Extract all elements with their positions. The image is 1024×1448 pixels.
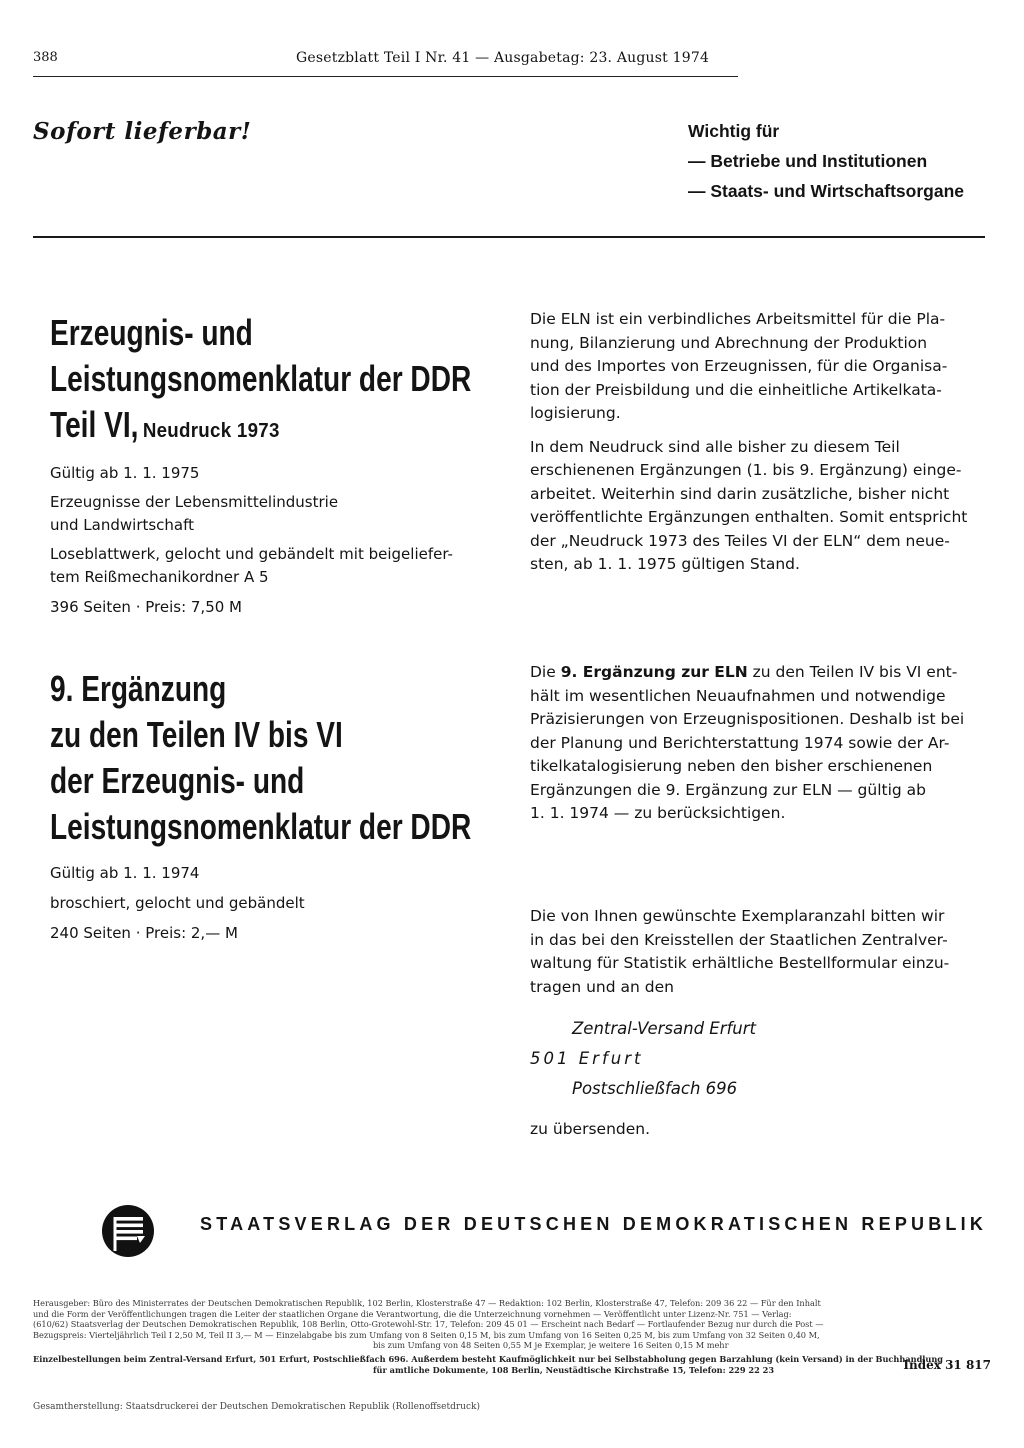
- text-line: tragen und an den: [530, 977, 674, 996]
- publisher-logo-icon: [100, 1203, 156, 1259]
- text-line: In dem Neudruck sind alle bisher zu diesem Teil: [530, 437, 900, 456]
- text-line: und des Importes von Erzeugnissen, für die Organisa-: [530, 357, 948, 375]
- target-heading: Wichtig für: [688, 121, 780, 141]
- text-line: tion der Preisbildung und die einheitliche Artikelkata-: [530, 380, 942, 399]
- format-line: tem Reißmechanikordner A 5: [50, 568, 269, 586]
- print-credit: Gesamtherstellung: Staatsdruckerei der Deutschen Demokratischen Republik (Rollenoffsetdruck): [33, 1402, 480, 1412]
- page-number: 388: [33, 50, 58, 65]
- publication2-description: [530, 661, 985, 826]
- text-line: hält im wesentlichen Neuaufnahmen und notwendige: [530, 686, 946, 705]
- publication1-subject: [50, 491, 500, 537]
- text-line: waltung für Statistik erhältliche Bestellformular einzu-: [530, 954, 950, 972]
- tagline: Sofort lieferbar!: [33, 118, 252, 145]
- publication1-validity: Gültig ab 1. 1. 1975: [50, 464, 200, 482]
- text-line: erschienenen Ergänzungen (1. bis 9. Ergänzung) einge-: [530, 461, 962, 479]
- section-rule: [33, 236, 985, 238]
- text-run: Die: [530, 663, 561, 681]
- text-line: der „Neudruck 1973 des Teiles VI der ELN“ dem neue-: [530, 531, 950, 550]
- header-rule: [33, 76, 738, 77]
- publication1-title: [50, 310, 472, 454]
- text-line: nung, Bilanzierung und Abrechnung der Produktion: [530, 333, 928, 352]
- publication2-title: [50, 666, 472, 850]
- title-line: 9. Ergänzung: [50, 668, 227, 709]
- target-item: — Staats- und Wirtschaftsorgane: [688, 181, 964, 201]
- target-audience: [688, 116, 964, 206]
- imprint-line: Herausgeber: Büro des Ministerrates der Deutschen Demokratischen Republik, 102 Berlin, Klosterstraße 47 — Redaktion: 102 Berlin, Klosterstraße 47, Telefon: 209 36 22 — Für den Inhalt: [33, 1298, 821, 1308]
- text-line: in das bei den Kreisstellen der Staatlichen Zentralver-: [530, 930, 948, 949]
- text-line: Ergänzungen die 9. Ergänzung zur ELN — gültig ab: [530, 780, 926, 799]
- imprint-line: für amtliche Dokumente, 108 Berlin, Neustädtische Kirchstraße 15, Telefon: 229 22 23: [373, 1364, 775, 1375]
- text-line: Die ELN ist ein verbindliches Arbeitsmittel für die Pla-: [530, 310, 946, 328]
- subject-line: und Landwirtschaft: [50, 516, 195, 534]
- publication2-format: broschiert, gelocht und gebändelt: [50, 894, 305, 912]
- imprint-line: Einzelbestellungen beim Zentral-Versand Erfurt, 501 Erfurt, Postschließfach 696. Außerdem besteht Kaufmöglichkeit nur bei Selbstabholung gegen Barzahlung (kein Versand) in der Buchhandlung: [33, 1353, 944, 1364]
- text-line: veröffentlichte Ergänzungen enthalten. Somit entspricht: [530, 508, 968, 526]
- emphasis: 9. Ergänzung zur ELN: [560, 663, 748, 681]
- publication1-format: [50, 543, 500, 589]
- title-part: Teil VI,: [50, 404, 139, 445]
- address-box: Postschließfach 696: [572, 1079, 738, 1098]
- title-line: zu den Teilen IV bis VI: [50, 714, 343, 755]
- title-line: Leistungsnomenklatur der DDR: [50, 358, 472, 399]
- text-line: 1. 1. 1974 — zu berücksichtigen.: [530, 804, 786, 822]
- text-line: arbeitet. Weiterhin sind darin zusätzliche, bisher nicht: [530, 484, 950, 503]
- publication2-info: [50, 666, 500, 945]
- imprint-line: bis zum Umfang von 48 Seiten 0,55 M je Exemplar, je weitere 16 Seiten 0,15 M mehr: [373, 1340, 729, 1351]
- order-instructions: [530, 905, 985, 999]
- title-line: der Erzeugnis- und: [50, 760, 305, 801]
- title-suffix: Neudruck 1973: [143, 420, 280, 442]
- publication1-pages-price: 396 Seiten · Preis: 7,50 M: [50, 598, 242, 616]
- text-line: der Planung und Berichterstattung 1974 sowie der Ar-: [530, 733, 950, 752]
- text-line: sten, ab 1. 1. 1975 gültigen Stand.: [530, 555, 800, 573]
- publisher-name: STAATSVERLAG DER DEUTSCHEN DEMOKRATISCHEN REPUBLIK: [200, 1214, 988, 1234]
- subject-line: Erzeugnisse der Lebensmittelindustrie: [50, 493, 339, 511]
- publication2-pages-price: 240 Seiten · Preis: 2,— M: [50, 924, 238, 942]
- target-item: — Betriebe und Institutionen: [688, 151, 928, 171]
- publication2-validity: Gültig ab 1. 1. 1974: [50, 864, 200, 882]
- text-line: Präzisierungen von Erzeugnispositionen. Deshalb ist bei: [530, 710, 965, 728]
- running-head: Gesetzblatt Teil I Nr. 41 — Ausgabetag: 23. August 1974: [296, 50, 710, 66]
- title-line: [50, 402, 401, 454]
- imprint: [33, 1298, 991, 1375]
- address-city: 501 Erfurt: [530, 1049, 644, 1068]
- publication1-info: [50, 310, 500, 619]
- text-line: Die von Ihnen gewünschte Exemplaranzahl bitten wir: [530, 907, 945, 925]
- text-run: zu den Teilen IV bis VI ent-: [747, 663, 958, 681]
- imprint-line: Bezugspreis: Vierteljährlich Teil I 2,50 M, Teil II 3,— M — Einzelabgabe bis zum Umfang von 8 Seiten 0,15 M, bis zum Umfang von 16 Seiten 0,25 M, bis zum Umfang von 32 Seiten 0,40 M,: [33, 1329, 820, 1340]
- title-line: Leistungsnomenklatur der DDR: [50, 806, 472, 847]
- index-number: Index 31 817: [903, 1358, 991, 1372]
- imprint-line: (610/62) Staatsverlag der Deutschen Demokratischen Republik, 108 Berlin, Otto-Grotewohl-Str. 17, Telefon: 209 45 01 — Erscheint nach Bedarf — Fortlaufender Bezug nur durch die Post —: [33, 1319, 824, 1330]
- address-name: Zentral-Versand Erfurt: [572, 1019, 757, 1038]
- title-line: Erzeugnis- und: [50, 312, 253, 353]
- text-line: logisierung.: [530, 404, 621, 422]
- publication1-description: [530, 308, 985, 577]
- order-closing: zu übersenden.: [530, 1120, 651, 1138]
- text-line: [530, 661, 985, 685]
- text-line: tikelkatalogisierung neben den bisher erschienenen: [530, 757, 933, 775]
- imprint-line: und die Form der Veröffentlichungen tragen die Leiter der staatlichen Organe die Verantwortung, die die Unterzeichnung vornehmen — Veröffentlicht unter Lizenz-Nr. 751 — Verlag:: [33, 1308, 792, 1319]
- format-line: Loseblattwerk, gelocht und gebändelt mit beigeliefer-: [50, 545, 453, 563]
